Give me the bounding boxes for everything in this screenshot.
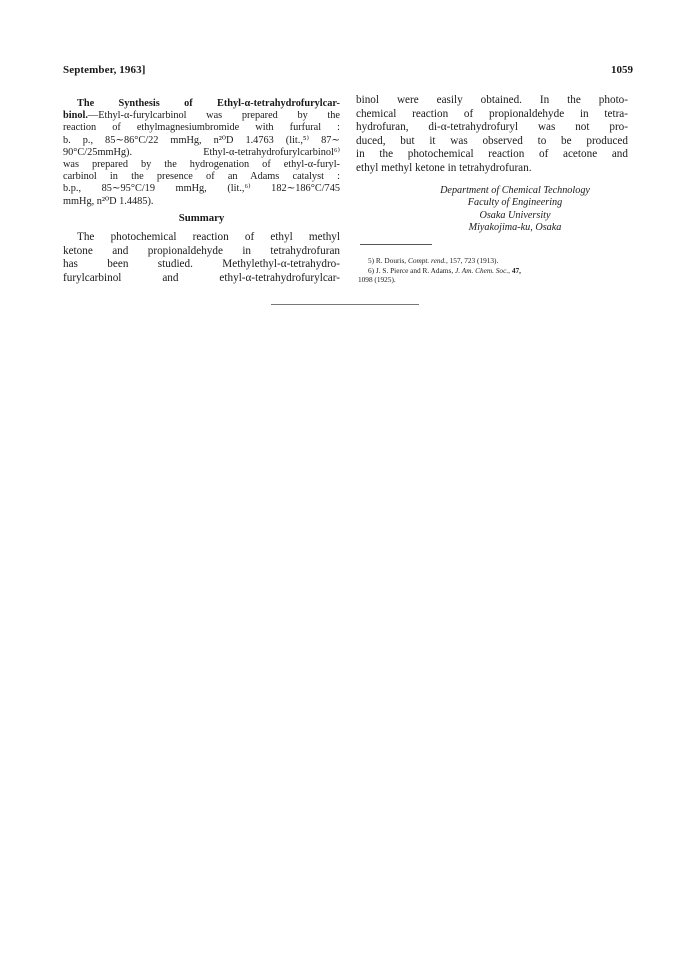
text-line: has been studied. Methylethyl-α-tetrahydro- xyxy=(63,258,340,271)
text-line: 90°C/25mmHg). Ethyl-α-tetrahydrofurylcarbinol⁶⁾ xyxy=(63,146,340,158)
affiliation-line: Department of Chemical Technology xyxy=(440,185,590,196)
text-line: reaction of ethylmagnesiumbromide with furfural : xyxy=(63,122,340,134)
text-line: furylcarbinol and ethyl-α-tetrahydrofurylcar- xyxy=(63,271,340,284)
footnote-5 xyxy=(368,256,630,266)
footnote-authors: R. Douris, xyxy=(375,256,407,265)
text-line: ethyl methyl ketone in tetrahydrofuran. xyxy=(356,161,532,174)
footnote-continuation: 1098 (1925). xyxy=(358,275,396,285)
affiliation-line: Osaka University xyxy=(479,209,551,221)
affiliation-line: Miyakojima-ku, Osaka xyxy=(468,222,562,234)
text-line: duced, but it was observed to be produced xyxy=(356,134,628,147)
text-line: chemical reaction of propionaldehyde in tetra- xyxy=(356,107,628,120)
footnote-details: 157, 723 (1913). xyxy=(449,256,499,265)
author-affiliation xyxy=(400,185,630,235)
footnote-number: 5) xyxy=(368,256,375,265)
text-line: binol were easily obtained. In the photo- xyxy=(356,94,628,106)
text-line: b. p., 85∼86°C/22 mmHg, n²⁰D 1.4763 (lit.,⁵⁾ 87∼ xyxy=(63,134,340,146)
left-column-experimental xyxy=(63,98,340,208)
text-line: hydrofuran, di-α-tetrahydrofuryl was not pro- xyxy=(356,121,628,134)
text-line: in the photochemical reaction of acetone and xyxy=(356,148,628,161)
footnote-details: 47, xyxy=(511,265,521,275)
footnote-journal: J. Am. Chem. Soc., xyxy=(454,265,510,275)
text-line: was prepared by the hydrogenation of ethyl-α-furyl- xyxy=(63,159,340,171)
section-title-line xyxy=(63,98,340,110)
text-line: ketone and propionaldehyde in tetrahydrofuran xyxy=(63,244,340,257)
section-title-cont: binol. xyxy=(63,110,88,122)
text-span: —Ethyl-α-furylcarbinol was prepared by the xyxy=(87,110,340,122)
footnote-authors: J. S. Pierce and R. Adams, xyxy=(375,265,454,275)
text-line: b.p., 85∼95°C/19 mmHg, (lit.,⁶⁾ 182∼186°C/745 xyxy=(63,183,340,195)
running-header-date: September, 1963] xyxy=(63,64,146,76)
summary-text xyxy=(63,231,340,285)
footnote-number: 6) xyxy=(368,265,375,275)
footnote-divider xyxy=(360,244,432,245)
section-title: The Synthesis of Ethyl-α-tetrahydrofurylcar- xyxy=(77,98,340,109)
text-line: carbinol in the presence of an Adams catalyst : xyxy=(63,171,340,183)
right-column-text xyxy=(356,94,628,176)
text-line: The photochemical reaction of ethyl methyl xyxy=(77,231,340,243)
footnote-journal: Compt. rend., xyxy=(407,256,448,265)
text-line xyxy=(63,110,340,122)
summary-heading: Summary xyxy=(178,212,225,224)
page-number: 1059 xyxy=(611,64,633,76)
footnotes xyxy=(358,256,630,285)
affiliation-line: Faculty of Engineering xyxy=(467,197,563,209)
end-of-article-rule xyxy=(271,304,419,305)
footnote-6 xyxy=(368,266,630,276)
text-line: mmHg, n²⁰D 1.4485). xyxy=(63,195,154,207)
